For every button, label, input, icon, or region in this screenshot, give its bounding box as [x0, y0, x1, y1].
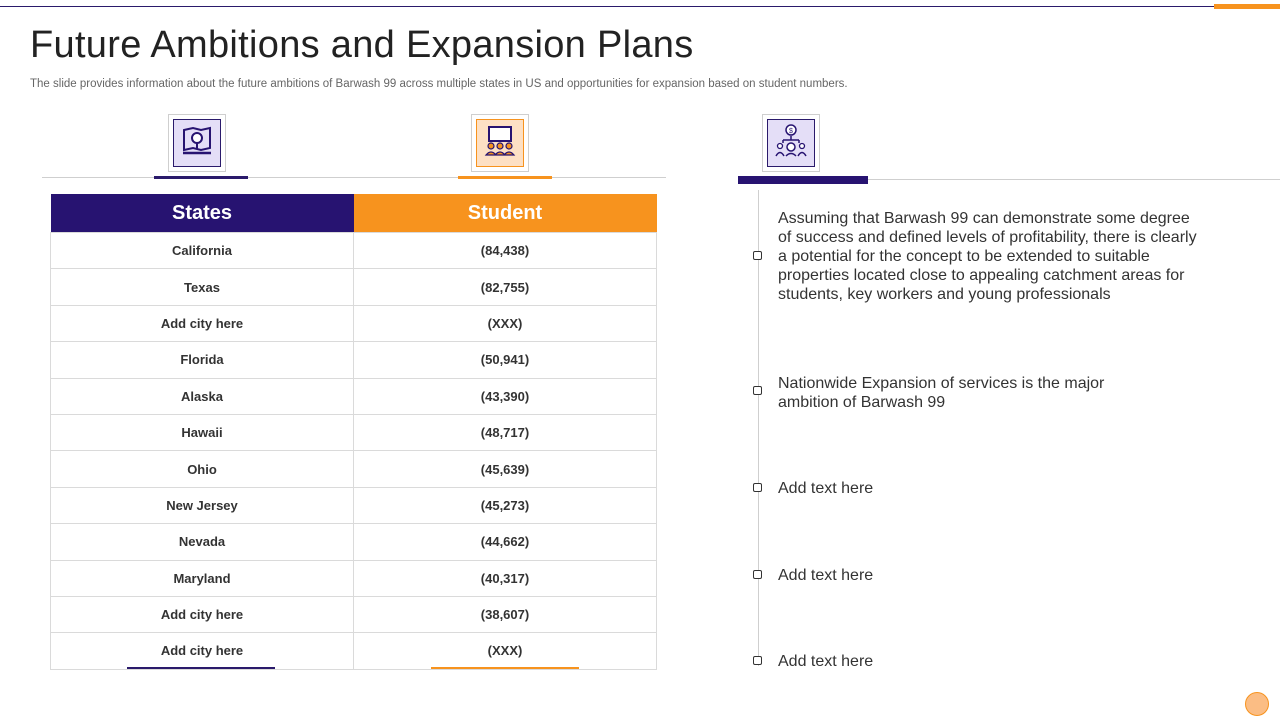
state-cell: Nevada — [51, 524, 354, 560]
svg-text:$: $ — [789, 127, 793, 135]
student-header: Student — [354, 194, 657, 233]
states-header: States — [51, 194, 354, 233]
state-cell: California — [51, 233, 354, 269]
team-growth-icon — [773, 123, 809, 164]
student-column-underline — [431, 667, 579, 669]
student-cell: (XXX) — [354, 633, 657, 669]
bullet-marker — [753, 483, 762, 492]
table-row — [51, 596, 657, 632]
state-cell: New Jersey — [51, 487, 354, 523]
presentation-audience-icon — [482, 124, 518, 163]
student-cell: (82,755) — [354, 269, 657, 305]
map-location-icon — [180, 124, 214, 163]
student-cell: (48,717) — [354, 414, 657, 450]
table-row — [51, 305, 657, 341]
table-row — [51, 487, 657, 523]
timeline-vertical-line — [758, 190, 759, 666]
page-subtitle: The slide provides information about the future ambitions of Barwash 99 across multiple states in US and opportunities for expansion based on student numbers. — [30, 78, 848, 90]
point-text: Add text here — [778, 480, 874, 497]
student-cell: (84,438) — [354, 233, 657, 269]
table-header-line — [42, 177, 666, 178]
table-row — [51, 233, 657, 269]
student-cell: (43,390) — [354, 378, 657, 414]
table-row — [51, 451, 657, 487]
states-student-table — [50, 194, 657, 670]
state-cell: Add city here — [51, 633, 354, 669]
bullet-marker — [753, 251, 762, 260]
state-cell: Hawaii — [51, 414, 354, 450]
point-text: Nationwide Expansion of services is the major ambition of Barwash 99 — [778, 375, 1105, 411]
table-row — [51, 342, 657, 378]
bullet-marker — [753, 386, 762, 395]
table-row — [51, 633, 657, 669]
table-row — [51, 524, 657, 560]
timeline-accent-bar — [738, 176, 868, 184]
point-text: Add text here — [778, 567, 874, 584]
top-accent-bar — [1214, 4, 1280, 9]
state-cell: Texas — [51, 269, 354, 305]
table-row — [51, 269, 657, 305]
top-divider — [0, 6, 1280, 7]
student-icon-underline — [458, 176, 552, 179]
table-header-row — [51, 194, 657, 233]
state-cell: Add city here — [51, 596, 354, 632]
states-icon-underline — [154, 176, 248, 179]
state-cell: Ohio — [51, 451, 354, 487]
student-icon-box — [471, 114, 529, 172]
point-text: Assuming that Barwash 99 can demonstrate some degree of success and defined levels of profitability, there is clearly a potential for the concept to be extended to suitable properties located close to appealing catchment areas for students, key workers and young professionals — [778, 210, 1197, 303]
student-cell: (XXX) — [354, 305, 657, 341]
page-title: Future Ambitions and Expansion Plans — [30, 24, 694, 66]
student-cell: (50,941) — [354, 342, 657, 378]
student-cell: (45,639) — [354, 451, 657, 487]
bullet-marker — [753, 570, 762, 579]
states-column-underline — [127, 667, 275, 669]
table-row — [51, 414, 657, 450]
bullet-marker — [753, 656, 762, 665]
states-icon-box — [168, 114, 226, 172]
table-row — [51, 378, 657, 414]
table-row — [51, 560, 657, 596]
student-cell: (38,607) — [354, 596, 657, 632]
student-cell: (45,273) — [354, 487, 657, 523]
state-cell: Maryland — [51, 560, 354, 596]
point-text: Add text here — [778, 653, 874, 670]
growth-icon-box — [762, 114, 820, 172]
student-cell: (40,317) — [354, 560, 657, 596]
state-cell: Add city here — [51, 305, 354, 341]
student-cell: (44,662) — [354, 524, 657, 560]
state-cell: Alaska — [51, 378, 354, 414]
state-cell: Florida — [51, 342, 354, 378]
slide-circle-marker — [1245, 692, 1269, 716]
timeline-header-line — [868, 179, 1280, 180]
